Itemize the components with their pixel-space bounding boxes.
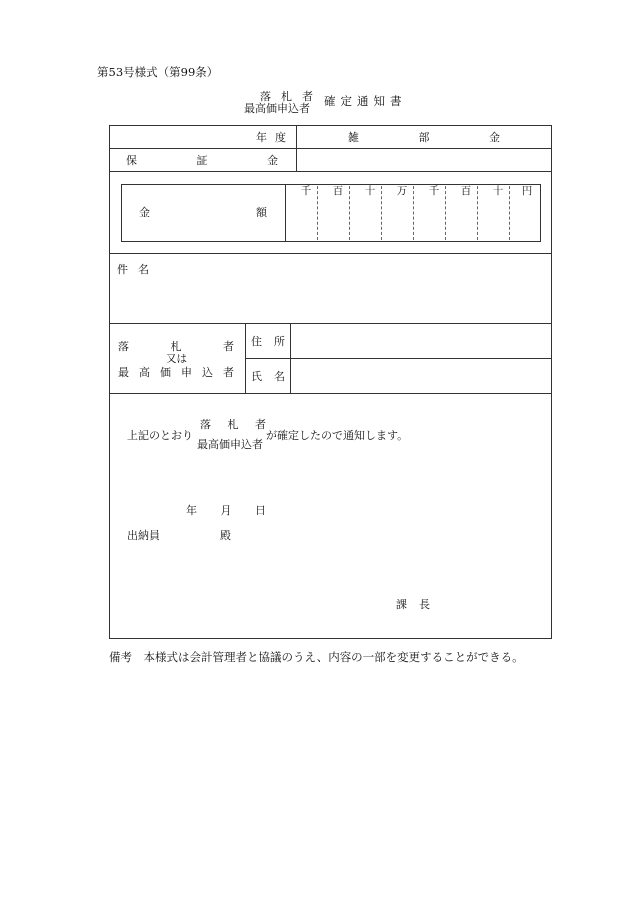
amount-label — [139, 207, 267, 218]
section-chief-char: 長 — [419, 598, 430, 611]
unit-label: 十 — [364, 185, 376, 197]
amount-label-char: 額 — [256, 206, 267, 219]
date-char: 月 — [220, 504, 232, 517]
notice-winner-char: 札 — [227, 418, 239, 431]
party-char: 価 — [160, 366, 171, 379]
year-label-char: 度 — [275, 131, 286, 144]
divider — [109, 148, 552, 149]
unit-label: 百 — [332, 185, 344, 197]
name-label-char: 名 — [274, 370, 285, 383]
section-chief-char: 課 — [396, 598, 407, 611]
title-winner-char: 者 — [302, 90, 313, 103]
name-label-char: 氏 — [251, 370, 262, 383]
date-char: 年 — [186, 504, 197, 517]
party-or-label: 又は — [166, 353, 187, 365]
unit-label: 千 — [428, 185, 440, 197]
unit-label: 円 — [521, 185, 533, 197]
party-char: 者 — [223, 340, 234, 353]
divider — [109, 171, 552, 172]
deposit-label-char: 証 — [196, 154, 208, 167]
section-chief — [396, 599, 430, 610]
digit-separator — [445, 186, 446, 240]
treasurer-label: 出納員 — [127, 529, 160, 542]
party-highest-label — [118, 367, 234, 378]
party-char: 最 — [118, 366, 129, 379]
name-label — [251, 371, 285, 382]
notice-suffix: が確定したので通知します。 — [266, 429, 409, 442]
remarks: 備考 本様式は会計管理者と協議のうえ、内容の一部を変更することができる。 — [109, 650, 524, 664]
title-winner — [260, 91, 313, 102]
misc-income-label — [348, 132, 500, 143]
address-label-char: 所 — [274, 335, 285, 348]
year-label-char: 年 — [256, 131, 267, 144]
party-char: 高 — [139, 366, 150, 379]
divider — [245, 358, 552, 359]
party-winner-label — [118, 341, 234, 352]
unit-label: 千 — [300, 185, 312, 197]
divider — [290, 323, 291, 393]
digit-separator — [317, 186, 318, 240]
misc-label-char: 金 — [489, 131, 500, 144]
divider — [245, 323, 246, 393]
title-winner-char: 札 — [281, 90, 292, 103]
form-number: 第53号様式（第99条） — [97, 65, 219, 79]
digit-separator — [477, 186, 478, 240]
notice-winner — [200, 419, 266, 430]
date-line — [186, 505, 266, 516]
misc-label-char: 雑 — [348, 131, 359, 144]
unit-label: 十 — [492, 185, 504, 197]
title-winner-char: 落 — [260, 90, 271, 103]
digit-separator — [509, 186, 510, 240]
title-highest-bidder: 最高価申込者 — [244, 102, 310, 115]
divider — [285, 184, 286, 242]
address-label — [251, 336, 285, 347]
party-char: 者 — [223, 366, 234, 379]
address-label-char: 住 — [251, 335, 262, 348]
notice-prefix: 上記のとおり — [127, 429, 193, 442]
deposit-label-char: 保 — [126, 154, 137, 167]
party-char: 申 — [181, 366, 192, 379]
subject-label-char: 名 — [138, 263, 149, 276]
divider — [109, 253, 552, 254]
amount-label-char: 金 — [139, 206, 150, 219]
party-char: 込 — [202, 366, 213, 379]
unit-label: 万 — [396, 185, 408, 197]
divider — [296, 125, 297, 171]
digit-separator — [413, 186, 414, 240]
deposit-label-char: 金 — [267, 154, 278, 167]
divider — [109, 393, 552, 394]
notice-winner-char: 落 — [200, 418, 211, 431]
deposit-label — [126, 155, 278, 166]
party-char: 札 — [170, 340, 182, 353]
party-char: 落 — [118, 340, 129, 353]
unit-label: 百 — [460, 185, 472, 197]
subject-label-char: 件 — [117, 263, 128, 276]
treasurer-honorific: 殿 — [220, 529, 231, 542]
digit-separator — [381, 186, 382, 240]
divider — [109, 323, 552, 324]
misc-label-char: 部 — [418, 131, 430, 144]
date-char: 日 — [255, 504, 266, 517]
notice-winner-char: 者 — [255, 418, 266, 431]
year-label — [256, 132, 286, 143]
subject-label — [117, 264, 149, 275]
title-main: 確定通知書 — [324, 94, 407, 108]
digit-separator — [349, 186, 350, 240]
notice-highest-bidder: 最高価申込者 — [197, 438, 263, 451]
